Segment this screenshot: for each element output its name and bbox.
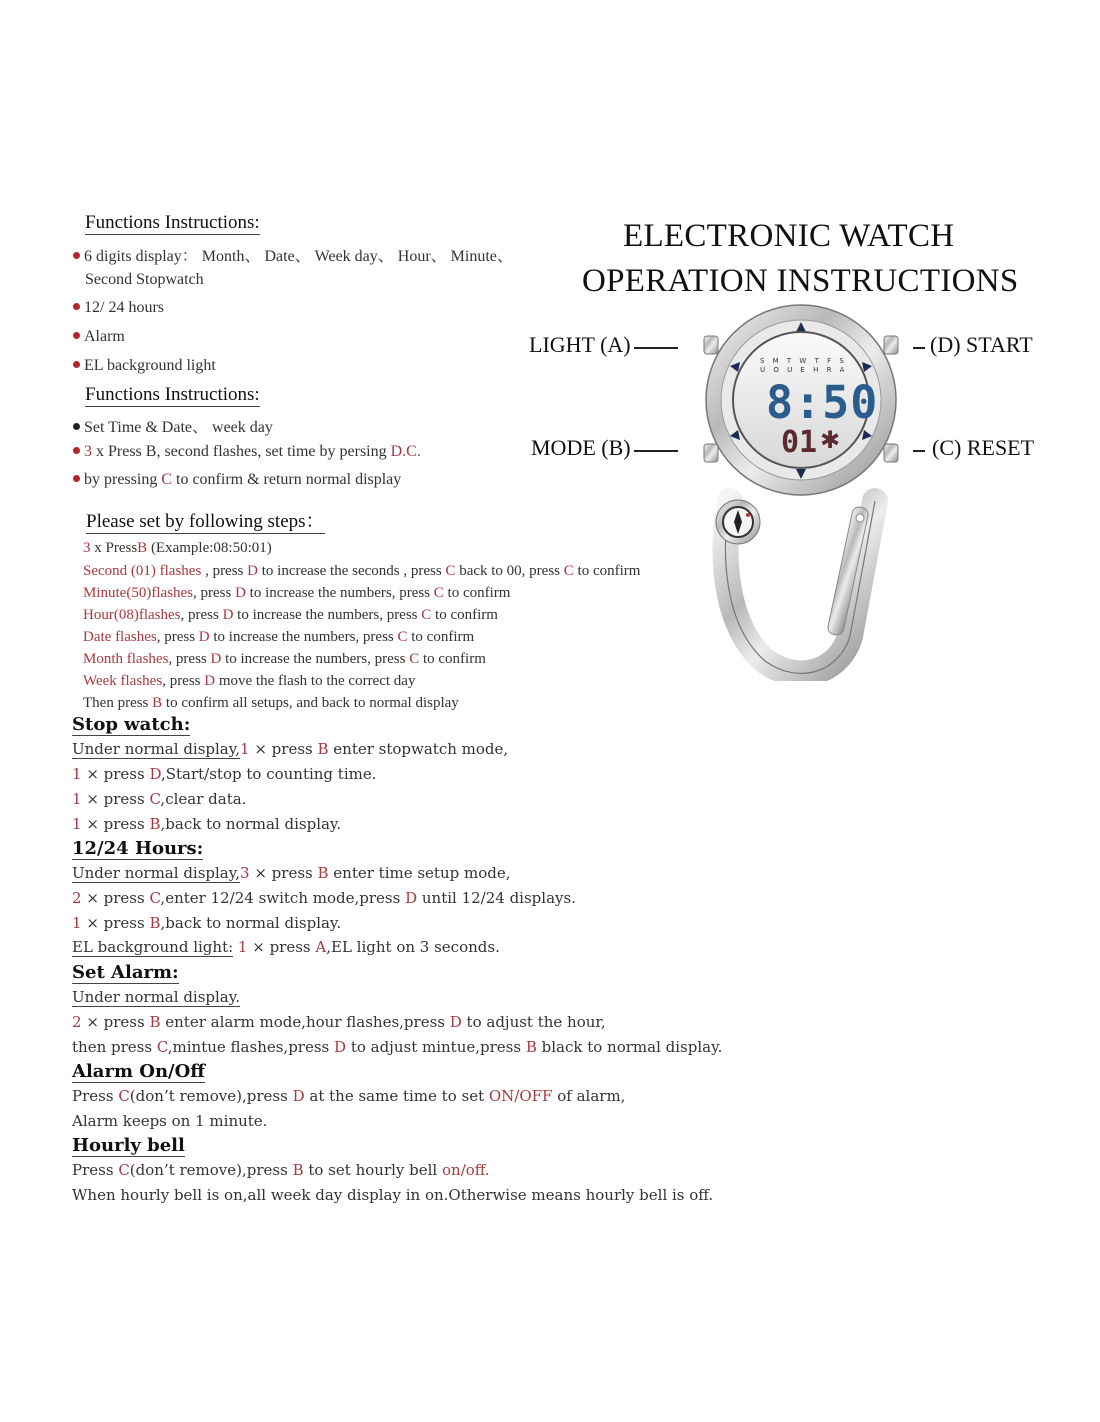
- function-item: 12/ 24 hours: [73, 299, 164, 317]
- function-item: by pressing C to confirm & return normal display: [73, 471, 401, 489]
- bullet-dot-icon: [73, 361, 80, 368]
- bullet-dot-icon: [73, 303, 80, 310]
- lcd-runner-icon: ✱: [820, 426, 841, 454]
- stopwatch-line: 1 × press D,Start/stop to counting time.: [72, 765, 377, 783]
- function-item: Second Stopwatch: [85, 271, 204, 288]
- alarm-line: then press C,mintue flashes,press D to adjust mintue,press B black to normal display.: [72, 1038, 723, 1056]
- carabiner-watch-image: [690, 296, 920, 681]
- stopwatch-line: Under normal display,1 × press B enter stopwatch mode,: [72, 740, 509, 758]
- bullet-dot-icon: [73, 423, 80, 430]
- steps-line: Then press B to confirm all setups, and back to normal display: [83, 695, 459, 711]
- bullet-dot-icon: [73, 332, 80, 339]
- reset-button-label: (C) RESET: [932, 435, 1035, 460]
- steps-line: Hour(08)flashes, press D to increase the numbers, press C to confirm: [83, 607, 498, 623]
- stopwatch-line: 1 × press C,clear data.: [72, 790, 247, 808]
- lcd-days-top: S M T W T F S: [760, 357, 847, 365]
- mode-leader-line: [634, 450, 678, 452]
- alarm-onoff-heading: Alarm On/Off: [72, 1061, 206, 1082]
- steps-line: Second (01) flashes , press D to increase the seconds , press C back to 00, press C to confirm: [83, 563, 641, 579]
- functions-heading-1: Functions Instructions:: [85, 212, 260, 233]
- mode-button-label: MODE (B): [531, 435, 631, 460]
- functions-heading-2: Functions Instructions:: [85, 384, 260, 405]
- function-item: Alarm: [73, 328, 125, 346]
- function-item: 3 x Press B, second flashes, set time by persing D.C.: [73, 443, 421, 461]
- steps-heading: Please set by following steps：: [86, 511, 325, 532]
- alarm-heading: Set Alarm:: [72, 962, 179, 983]
- function-item: EL background light: [73, 357, 216, 375]
- start-button-label: (D) START: [930, 332, 1033, 357]
- light-leader-line: [634, 347, 678, 349]
- steps-line: 3 x PressB (Example:08:50:01): [83, 540, 272, 556]
- onoff-line: Alarm keeps on 1 minute.: [72, 1112, 268, 1130]
- alarm-line: 2 × press B enter alarm mode,hour flashes,press D to adjust the hour,: [72, 1013, 606, 1031]
- light-button-label: LIGHT (A): [529, 332, 631, 357]
- stopwatch-line: 1 × press B,back to normal display.: [72, 815, 342, 833]
- bullet-dot-icon: [73, 447, 80, 454]
- alarm-line: Under normal display.: [72, 988, 241, 1006]
- lcd-time: 8:50: [766, 376, 879, 429]
- function-item: 6 digits display： Month、 Date、 Week day、 Hour、 Minute、: [73, 243, 513, 266]
- bullet-dot-icon: [73, 252, 80, 259]
- steps-line: Minute(50)flashes, press D to increase the numbers, press C to confirm: [83, 585, 511, 601]
- steps-line: Date flashes, press D to increase the numbers, press C to confirm: [83, 629, 475, 645]
- hourly-bell-heading: Hourly bell: [72, 1135, 185, 1156]
- hours-heading: 12/24 Hours:: [72, 838, 204, 859]
- lcd-days-bottom: U O U E H R A: [760, 366, 848, 374]
- steps-line: Month flashes, press D to increase the numbers, press C to confirm: [83, 651, 486, 667]
- hours-line: EL background light: 1 × press A,EL light on 3 seconds.: [72, 938, 500, 956]
- bell-line: When hourly bell is on,all week day display in on.Otherwise means hourly bell is off.: [72, 1186, 714, 1204]
- function-item: Set Time & Date、 week day: [73, 414, 273, 437]
- hours-line: 2 × press C,enter 12/24 switch mode,press D until 12/24 displays.: [72, 889, 576, 907]
- title-line-1: ELECTRONIC WATCH: [623, 218, 955, 254]
- steps-line: Week flashes, press D move the flash to the correct day: [83, 673, 416, 689]
- hours-line: Under normal display,3 × press B enter time setup mode,: [72, 864, 511, 882]
- onoff-line: Press C(don’t remove),press D at the same time to set ON/OFF of alarm,: [72, 1087, 626, 1105]
- bell-line: Press C(don’t remove),press B to set hourly bell on/off.: [72, 1161, 490, 1179]
- lcd-seconds: 01: [781, 425, 818, 460]
- hours-line: 1 × press B,back to normal display.: [72, 914, 342, 932]
- title-line-2: OPERATION INSTRUCTIONS: [582, 263, 1019, 299]
- bullet-dot-icon: [73, 475, 80, 482]
- stopwatch-heading: Stop watch:: [72, 714, 191, 735]
